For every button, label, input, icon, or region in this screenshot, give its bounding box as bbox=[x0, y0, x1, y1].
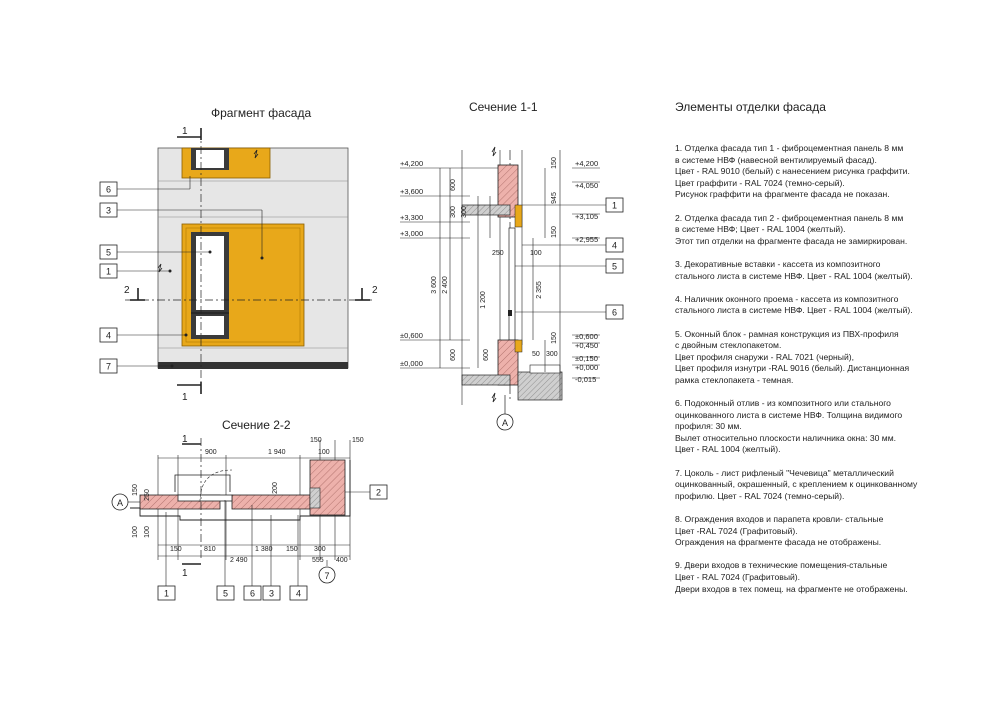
note-6 bbox=[675, 398, 975, 456]
level-right: +0,000 bbox=[575, 363, 599, 372]
note-3 bbox=[675, 259, 975, 282]
note-8 bbox=[675, 514, 975, 549]
dim-label: 1 380 bbox=[255, 546, 273, 553]
callout-3-label: 3 bbox=[105, 205, 112, 216]
axis-7-label: 7 bbox=[324, 571, 330, 581]
note-line: оцинкованный, окрашенный, с креплением к оцинкованному bbox=[675, 479, 918, 490]
dim-label: 300 bbox=[314, 546, 326, 553]
dim-label: 100 bbox=[318, 449, 330, 456]
level-right: +4,050 bbox=[575, 181, 599, 190]
dim-label: 1 200 bbox=[480, 291, 487, 309]
note-line: Цвет - RAL 1004 (желтый). bbox=[675, 444, 781, 455]
dim-label: 900 bbox=[205, 449, 217, 456]
title-section-1-1: Сечение 1-1 bbox=[469, 100, 538, 114]
cut-mark-2-left: 2 bbox=[124, 285, 130, 296]
callout-7-label: 7 bbox=[105, 361, 112, 372]
note-line: 9. Двери входов в технические помещения-стальные bbox=[675, 560, 888, 571]
note-4 bbox=[675, 294, 975, 317]
note-line: рамка стеклопакета - темная. bbox=[675, 374, 794, 385]
note-1 bbox=[675, 143, 975, 201]
note-line: Этот тип отделки на фрагменте фасада не замиркирован. bbox=[675, 235, 908, 246]
callout-4-label: 4 bbox=[105, 330, 112, 341]
note-line: Вылет относительно плоскости наличника окна: 30 мм. bbox=[675, 432, 896, 443]
title-facade-fragment: Фрагмент фасада bbox=[211, 106, 312, 120]
title-facade-elements: Элементы отделки фасада bbox=[675, 100, 826, 114]
note-line: профилю. Цвет - RAL 7024 (темно-серый). bbox=[675, 490, 845, 501]
dim-label: 300 bbox=[450, 206, 457, 218]
callout-1-label: 1 bbox=[163, 588, 170, 599]
dim-label: 100 bbox=[530, 250, 542, 257]
dim-label: 250 bbox=[144, 489, 151, 501]
dim-label: 150 bbox=[551, 332, 558, 344]
note-line: 5. Оконный блок - рамная конструкция из ПВХ-профиля bbox=[675, 328, 899, 339]
cut-mark-1-top: 1 bbox=[182, 434, 188, 445]
note-line: 8. Ограждения входов и парапета кровли- стальные bbox=[675, 514, 884, 524]
note-line: в системе НВФ (навесной вентилируемый фасад). bbox=[675, 154, 877, 165]
dim-label: 555 bbox=[312, 557, 324, 564]
dim-label: 150 bbox=[132, 484, 139, 496]
level-left: +3,300 bbox=[400, 213, 424, 222]
callout-5-label: 5 bbox=[105, 247, 112, 258]
note-line: 4. Наличник оконного проема - кассета из композитного bbox=[675, 293, 899, 304]
cut-mark-1-top: 1 bbox=[182, 126, 188, 137]
dim-label: 300 bbox=[461, 206, 468, 218]
note-line: Ограждения на фрагменте фасада не отображены. bbox=[675, 537, 882, 548]
callout-4-label: 4 bbox=[611, 240, 618, 251]
note-line: 1. Отделка фасада тип 1 - фиброцементная панель 8 мм bbox=[675, 143, 904, 153]
dim-label: 200 bbox=[272, 482, 279, 494]
level-right: +0,450 bbox=[575, 341, 599, 350]
note-line: 3. Декоративные вставки - кассета из композитного bbox=[675, 258, 881, 269]
dim-label: 600 bbox=[450, 179, 457, 191]
dim-label: 1 940 bbox=[268, 449, 286, 456]
level-left: +3,600 bbox=[400, 187, 424, 196]
dim-label: 50 bbox=[532, 351, 540, 358]
level-left: ±0,600 bbox=[400, 331, 423, 340]
dim-label: 600 bbox=[483, 349, 490, 361]
level-right: ±0,150 bbox=[575, 354, 598, 363]
section-1-1-callouts bbox=[515, 198, 623, 319]
note-7 bbox=[675, 468, 975, 503]
dim-label: 150 bbox=[170, 546, 182, 553]
level-right: +3,105 bbox=[575, 212, 599, 221]
note-line: Цвет - RAL 7024 (Графитовый). bbox=[675, 571, 801, 582]
dim-label: 300 bbox=[546, 351, 558, 358]
title-section-2-2: Сечение 2-2 bbox=[222, 418, 291, 432]
note-line: с двойным стеклопакетом. bbox=[675, 340, 782, 351]
callout-1-label: 1 bbox=[105, 266, 112, 277]
level-right: -0,015 bbox=[575, 375, 597, 384]
level-left: +4,200 bbox=[400, 159, 424, 168]
note-line: 7. Цоколь - лист рифленый "Чечевица" металлический bbox=[675, 467, 894, 478]
dim-label: 600 bbox=[450, 349, 457, 361]
note-line: Цвет профиля снаружи - RAL 7021 (черный), bbox=[675, 351, 855, 362]
note-line: 6. Подоконный отлив - из композитного или стального bbox=[675, 398, 891, 409]
dim-label: 150 bbox=[310, 437, 322, 444]
note-line: стального листа в системе НВФ. Цвет - RAL 1004 (желтый). bbox=[675, 305, 913, 316]
callout-6-label: 6 bbox=[249, 588, 256, 599]
note-line: стального листа в системе НВФ. Цвет - RAL 1004 (желтый). bbox=[675, 270, 913, 281]
dim-label: 150 bbox=[551, 157, 558, 169]
note-line: Цвет -RAL 7024 (Графитовый). bbox=[675, 525, 798, 536]
cut-mark-1-bottom: 1 bbox=[182, 568, 188, 579]
note-line: Рисунок граффити на фрагменте фасада не показан. bbox=[675, 189, 890, 200]
note-line: в системе НВФ; Цвет - RAL 1004 (желтый). bbox=[675, 224, 846, 235]
note-line: Цвет профиля изнутри -RAL 9016 (белый). Дистанционная bbox=[675, 363, 910, 374]
note-line: 2. Отделка фасада тип 2 - фиброцементная панель 8 мм bbox=[675, 212, 904, 223]
dim-label: 400 bbox=[336, 557, 348, 564]
callout-1-label: 1 bbox=[611, 200, 618, 211]
note-2 bbox=[675, 213, 975, 248]
axis-a-label: A bbox=[501, 418, 509, 428]
cut-mark-2-right: 2 bbox=[372, 285, 378, 296]
level-right: +2,955 bbox=[575, 235, 599, 244]
callout-5-label: 5 bbox=[222, 588, 229, 599]
level-right: +4,200 bbox=[575, 159, 599, 168]
note-line: профиля: 30 мм. bbox=[675, 421, 742, 432]
axis-a-label: A bbox=[116, 498, 124, 508]
level-left: ±0,000 bbox=[400, 359, 423, 368]
note-line: оцинкованного листа в системе НВФ. Толщина видимого bbox=[675, 409, 903, 420]
facade-elements-notes bbox=[675, 143, 975, 607]
callout-3-label: 3 bbox=[268, 588, 275, 599]
dim-label: 945 bbox=[551, 192, 558, 204]
callout-4-label: 4 bbox=[295, 588, 302, 599]
dim-label: 810 bbox=[204, 546, 216, 553]
level-left: +3,000 bbox=[400, 229, 424, 238]
note-line: Цвет граффити - RAL 7024 (темно-серый). bbox=[675, 177, 845, 188]
callout-6-label: 6 bbox=[611, 307, 618, 318]
note-line: Цвет - RAL 9010 (белый) с нанесением рисунка граффити. bbox=[675, 166, 910, 177]
dim-label: 100 bbox=[144, 526, 151, 538]
callout-5-label: 5 bbox=[611, 261, 618, 272]
dim-label: 100 bbox=[132, 526, 139, 538]
cut-mark-1-bottom: 1 bbox=[182, 392, 188, 403]
dim-label: 150 bbox=[551, 226, 558, 238]
dim-label: 2 355 bbox=[536, 281, 543, 299]
dim-label: 2 490 bbox=[230, 557, 248, 564]
plinth bbox=[158, 362, 348, 369]
facade-fragment bbox=[125, 128, 372, 395]
dim-label: 250 bbox=[492, 250, 504, 257]
note-9 bbox=[675, 560, 975, 595]
dim-label: 150 bbox=[286, 546, 298, 553]
level-right: ±0,600 bbox=[575, 332, 598, 341]
dim-label: 3 600 bbox=[431, 276, 438, 294]
note-line: Двери входов в тех помещ. на фрагменте не отображены. bbox=[675, 583, 908, 594]
dim-label: 2 400 bbox=[442, 276, 449, 294]
callout-2-label: 2 bbox=[375, 487, 382, 498]
dim-label: 150 bbox=[352, 437, 364, 444]
note-5 bbox=[675, 329, 975, 387]
section-1-1 bbox=[400, 147, 600, 430]
callout-6-label: 6 bbox=[105, 184, 112, 195]
